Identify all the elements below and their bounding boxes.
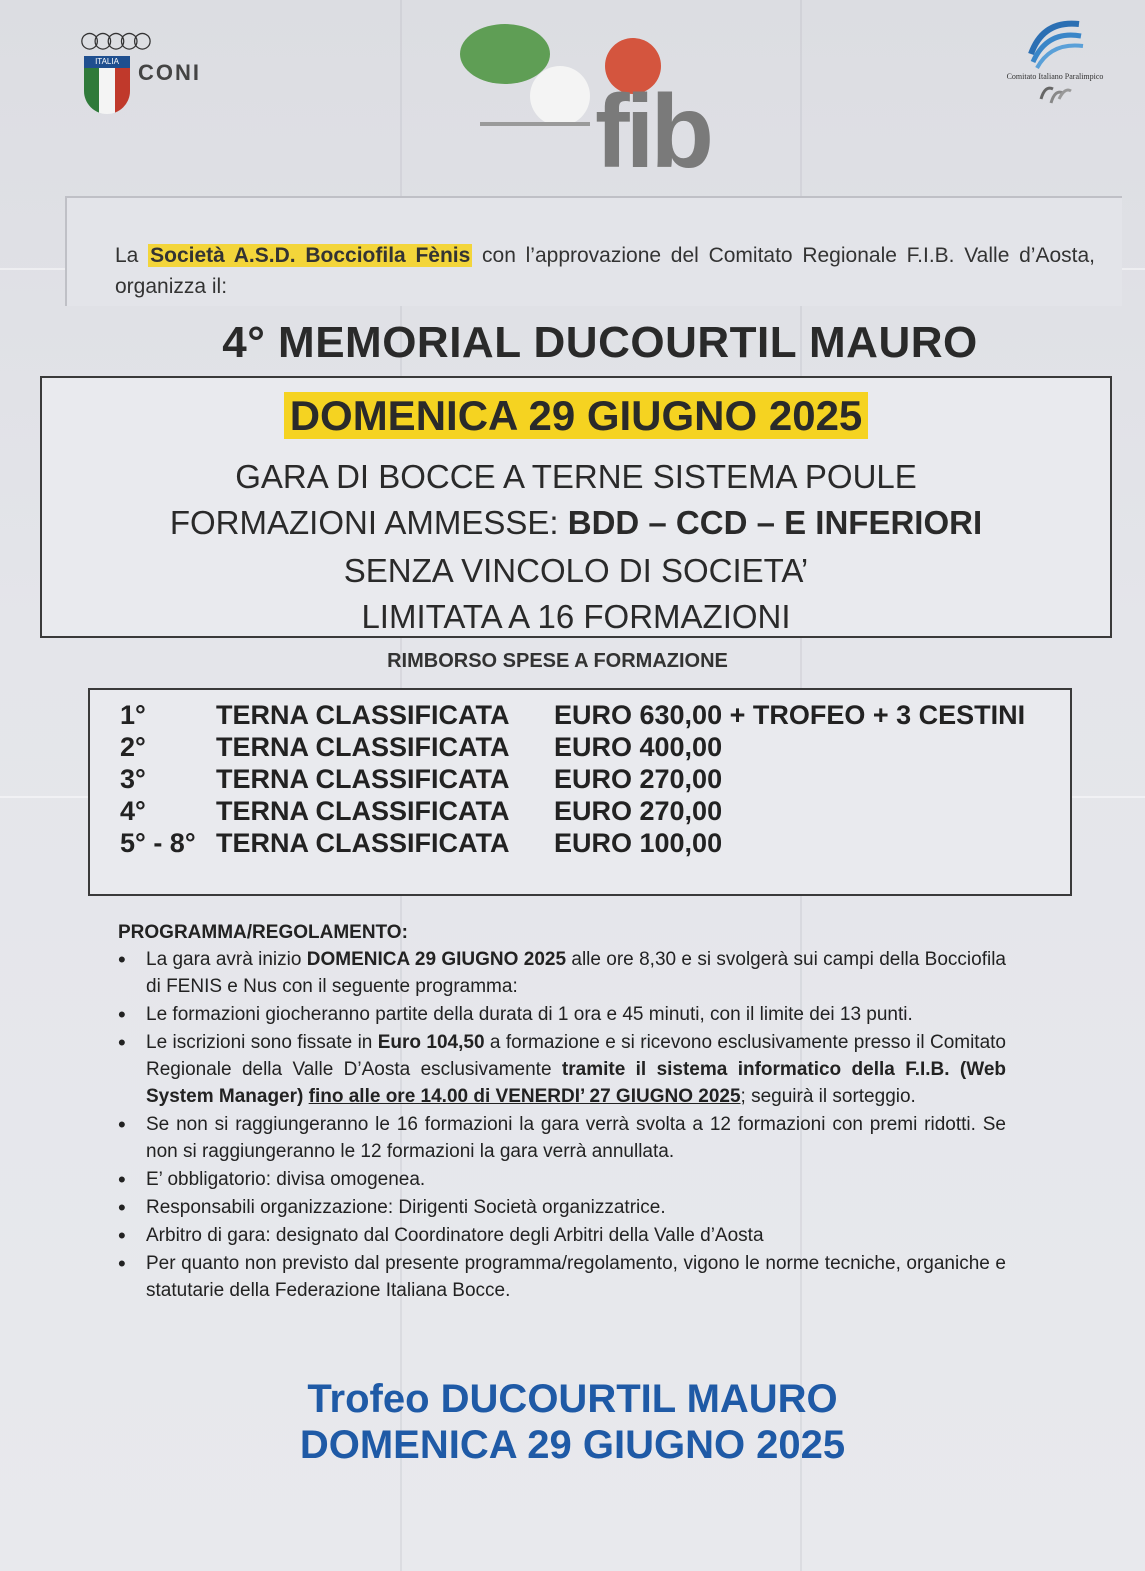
intro-suffix: con l’approvazione del Comitato Regionale F.I.B. Valle d’Aosta, organizza il: [115,244,1095,298]
prize-class: TERNA CLASSIFICATA [216,828,510,858]
programma-title: PROGRAMMA/REGOLAMENTO: [118,922,408,943]
rimborso-title: RIMBORSO SPESE A FORMAZIONE [387,650,728,672]
event-line-2 [42,504,1110,542]
list-item: • Le iscrizioni sono fissate in Euro 104,50 a formazione e si ricevono esclusivamente presso il Comitato Regionale della Valle D’Aosta esclusivamente tramite il sistema informatico della F.I.B. (Web System Manager) fino alle ore 14.00 di VENERDI’ 27 GIUGNO 2025; seguirà il sorteggio. [118,1029,1006,1110]
prize-position: 1° [120,700,146,730]
coni-logo [80,28,220,128]
fib-wordmark: fib [595,74,711,190]
list-item: • La gara avrà inizio DOMENICA 29 GIUGNO 2025 alle ore 8,30 e si svolgerà sui campi della Bocciofila di FENIS e Nus con il seguente programma: [118,946,1006,1000]
olympic-rings-icon: ○○○○○ [80,28,146,53]
cip-label: Comitato Italiano Paralimpico [1006,72,1104,81]
trofeo-footer [0,1376,1145,1468]
trofeo-title: Trofeo DUCOURTIL MAURO [307,1377,838,1421]
intro-text [115,240,1095,302]
event-line-4: LIMITATA A 16 FORMAZIONI [361,598,791,635]
list-item: • E’ obbligatorio: divisa omogenea. [118,1166,1006,1193]
prize-position: 4° [120,796,146,826]
prize-class: TERNA CLASSIFICATA [216,796,510,826]
intro-box [65,196,1122,306]
society-name: Società A.S.D. Bocciofila Fènis [150,244,471,267]
prize-amount: EURO 100,00 [554,828,723,858]
list-item: • Le formazioni giocheranno partite della durata di 1 ora e 45 minuti, con il limite dei 13 punti. [118,1001,1006,1028]
fib-logo [450,20,750,190]
prize-amount: EURO 270,00 [554,764,723,794]
event-date-line [42,392,1110,440]
prize-amount: EURO 270,00 [554,796,723,826]
prize-position: 2° [120,732,146,762]
cip-emblem-icon [1023,14,1087,70]
prize-amount: EURO 400,00 [554,732,723,762]
list-item: • Se non si raggiungeranno le 16 formazioni la gara verrà svolta a 12 formazioni con premi ridotti. Se non si raggiungeranno le 12 formazioni la gara verrà annullata. [118,1111,1006,1165]
list-item: • Arbitro di gara: designato dal Coordinatore degli Arbitri della Valle d’Aosta [118,1222,1006,1249]
white-ball-icon [530,66,590,126]
fib-line [480,122,590,126]
agitos-icon [1035,81,1075,107]
prizes-box [88,688,1072,896]
formazioni-label: FORMAZIONI AMMESSE: [169,504,568,541]
prize-position: 3° [120,764,146,794]
cip-logo [990,14,1120,124]
event-line-3: SENZA VINCOLO DI SOCIETA’ [343,552,809,589]
programma-list [118,946,1006,1305]
formazioni-categories: BDD – CCD – E INFERIORI [567,504,983,541]
event-box [40,376,1112,638]
intro-prefix: La [115,244,139,267]
event-title: 4° MEMORIAL DUCOURTIL MAURO [222,318,978,367]
prize-position: 5° - 8° [120,828,196,858]
prize-class: TERNA CLASSIFICATA [216,700,510,730]
coni-italia-label: ITALIA [84,56,130,68]
list-item: • Per quanto non previsto dal presente programma/regolamento, vigono le norme tecniche, organiche e statutarie della Federazione Italiana Bocce. [118,1250,1006,1304]
event-date: DOMENICA 29 GIUGNO 2025 [284,392,869,439]
event-line-1: GARA DI BOCCE A TERNE SISTEMA POULE [235,458,917,495]
coni-text: CONI [138,60,201,85]
list-item: • Responsabili organizzazione: Dirigenti Società organizzatrice. [118,1194,1006,1221]
prize-amount: EURO 630,00 + TROFEO + 3 CESTINI [554,700,1026,730]
prize-class: TERNA CLASSIFICATA [216,764,510,794]
prize-class: TERNA CLASSIFICATA [216,732,510,762]
trofeo-date: DOMENICA 29 GIUGNO 2025 [299,1423,846,1467]
green-ball-icon [460,24,550,84]
